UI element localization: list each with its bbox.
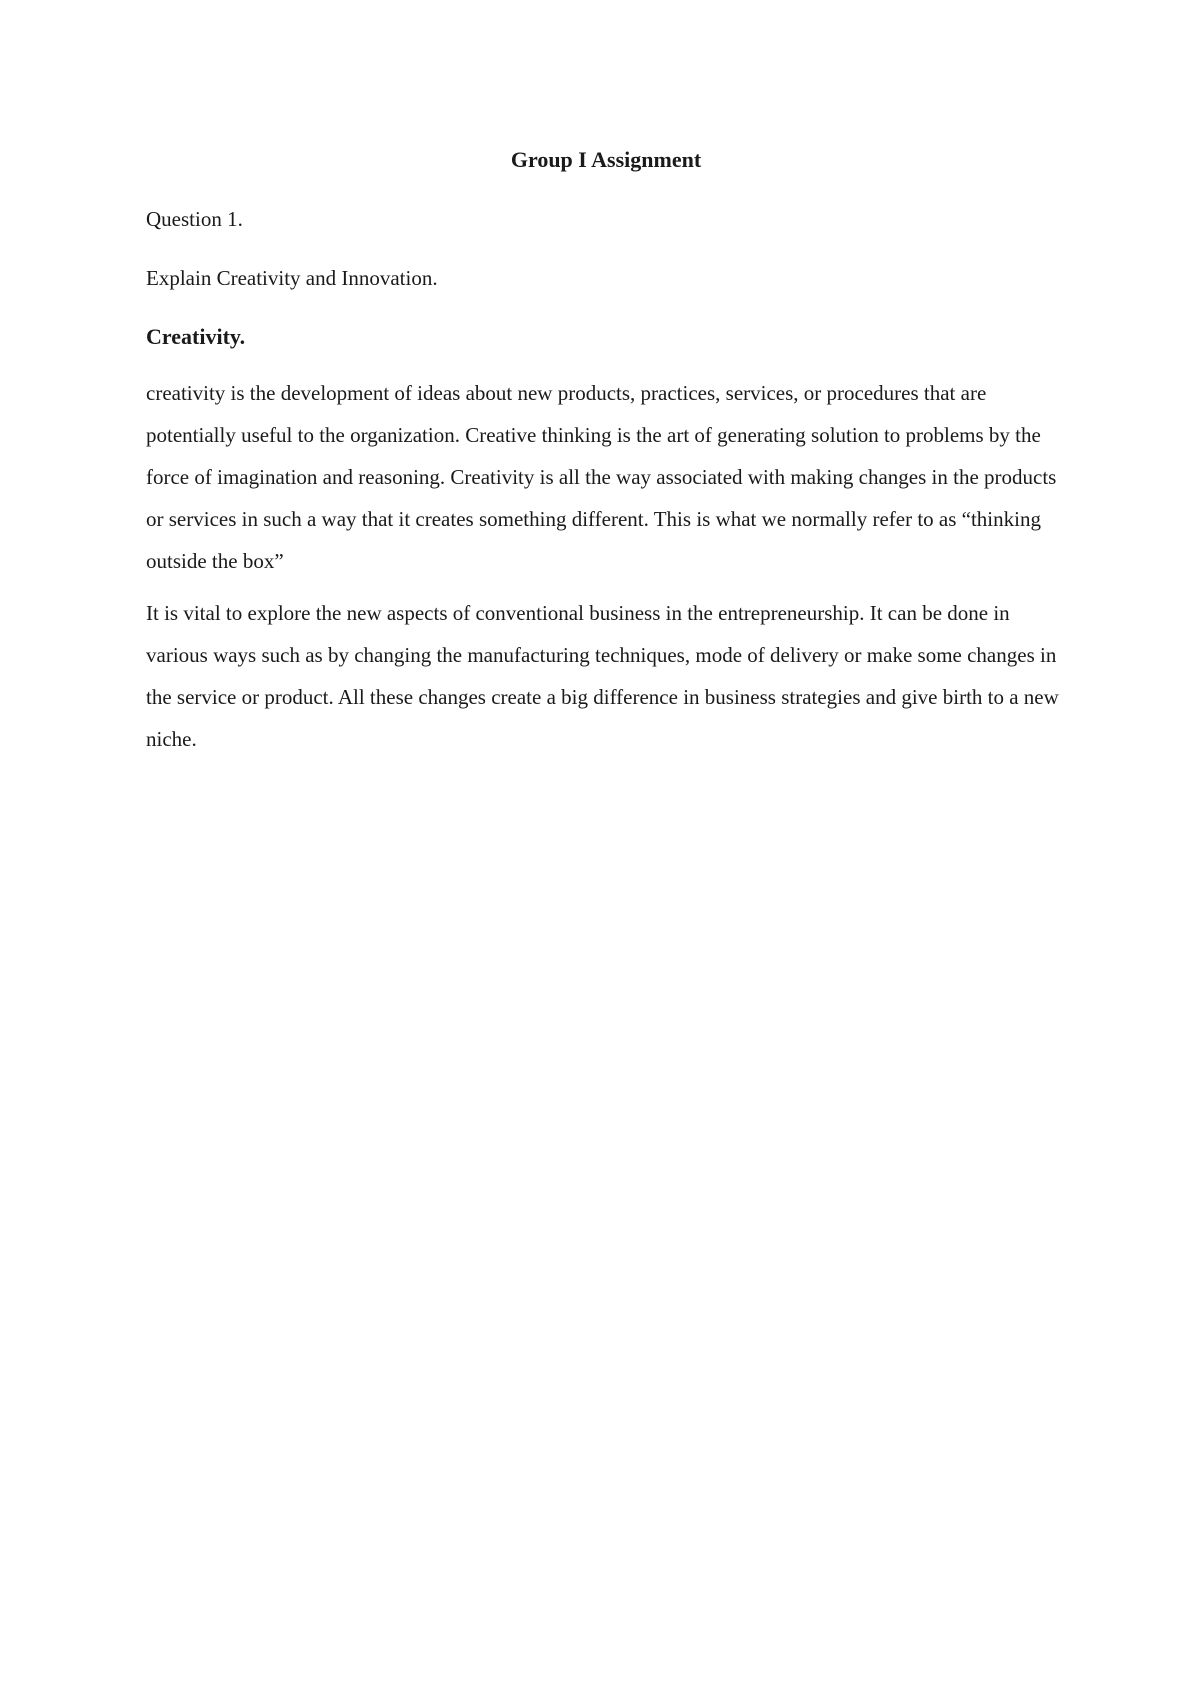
document-title: Group I Assignment	[510, 147, 702, 172]
question-number: Question 1.	[146, 207, 243, 231]
document-body	[146, 143, 1066, 770]
body-paragraph-2: It is vital to explore the new aspects of conventional business in the entrepreneurship. It can be done in various ways such as by changing the manufacturing techniques, mode of delivery or make some changes in the service or product. All these changes create a big difference in business strategies and give birth to a new niche.	[146, 601, 1059, 751]
question-text: Explain Creativity and Innovation.	[146, 266, 438, 290]
body-paragraph-1: creativity is the development of ideas about new products, practices, services, or procedures that are potentially useful to the organization. Creative thinking is the art of generating solution to problems by the force of imagination and reasoning. Creativity is all the way associated with making changes in the products or services in such a way that it creates something different. This is what we normally refer to as “thinking outside the box”	[146, 381, 1057, 573]
section-heading: Creativity.	[146, 324, 246, 349]
